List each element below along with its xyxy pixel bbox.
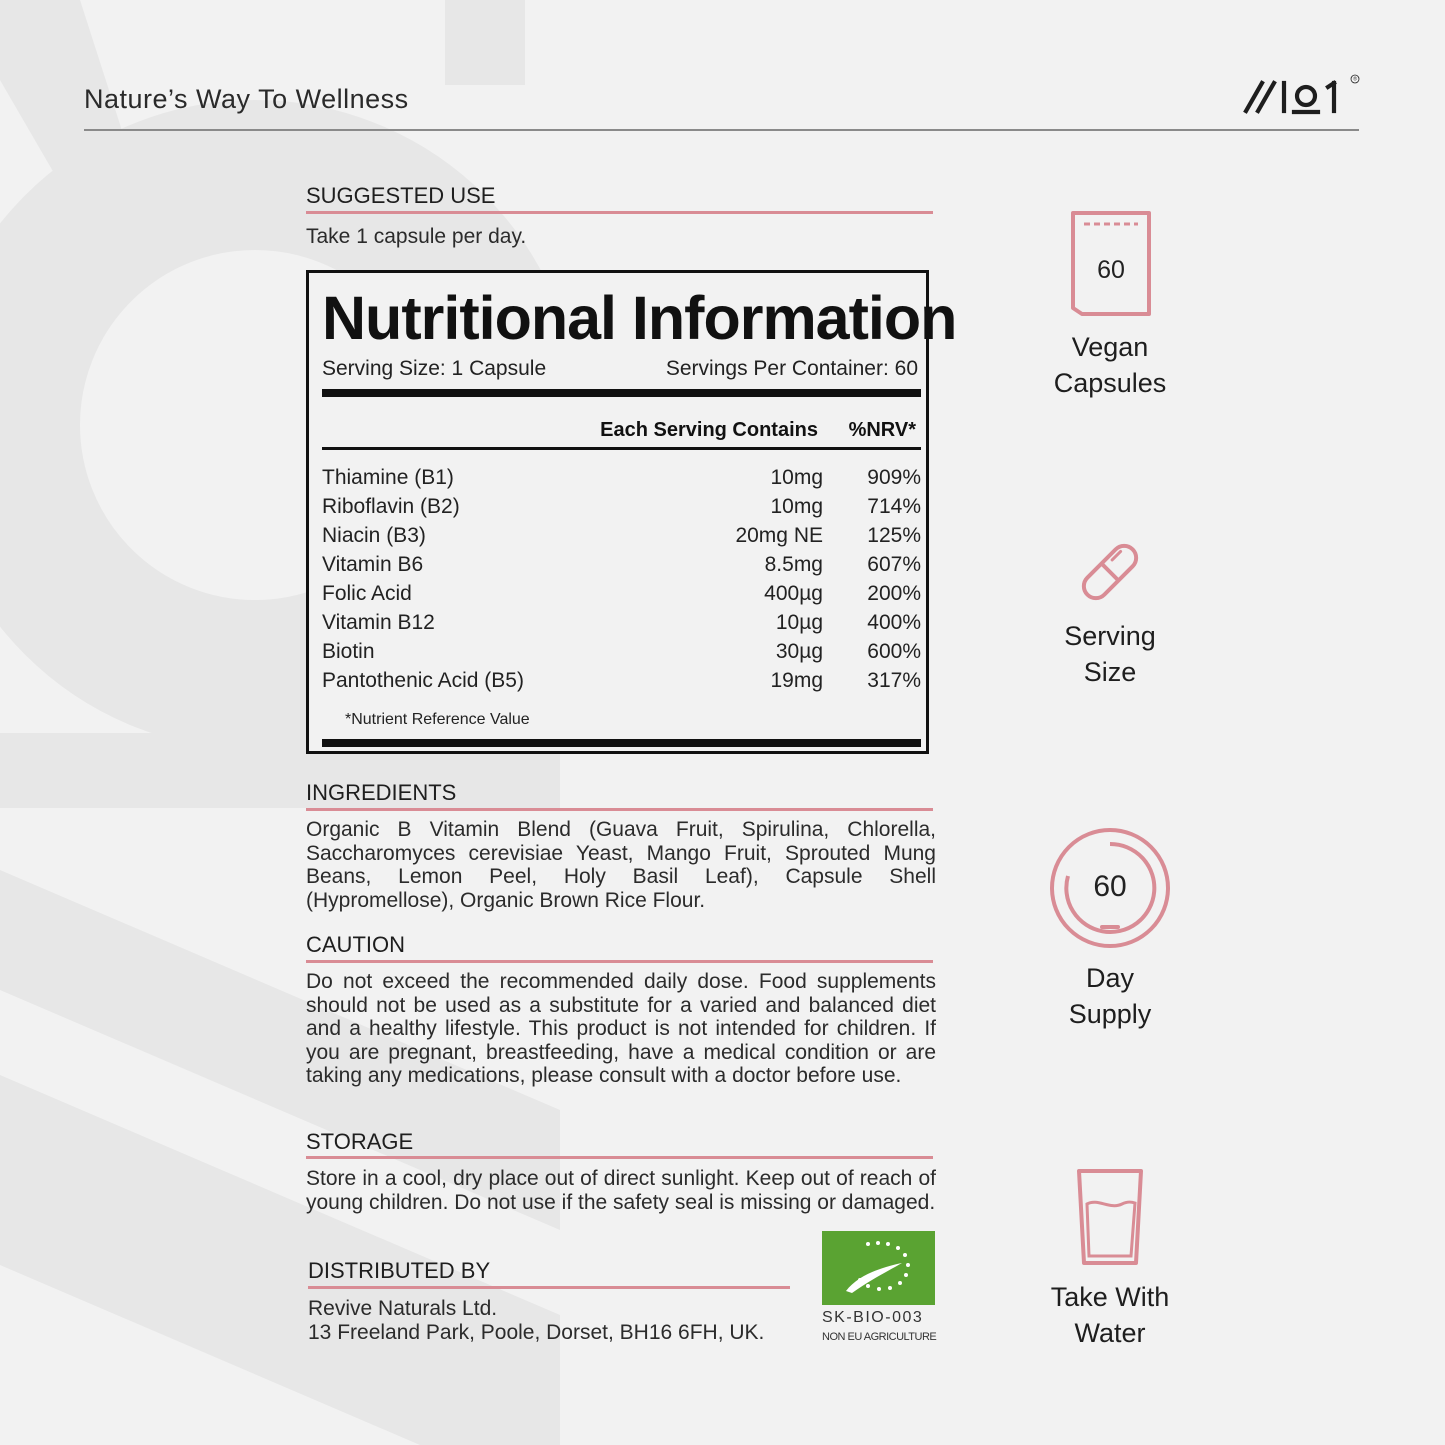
nutrient-row	[322, 582, 921, 611]
nutrient-name: Riboflavin (B2)	[322, 495, 460, 518]
nutrient-row	[322, 640, 921, 669]
nutrient-amount: 10mg	[770, 495, 823, 518]
tagline: Nature’s Way To Wellness	[84, 84, 409, 114]
nutrient-nrv: 200%	[867, 582, 921, 605]
nutrient-name: Thiamine (B1)	[322, 466, 454, 489]
nutrient-row	[322, 669, 921, 698]
storage-rule	[306, 1156, 933, 1159]
ingredients-title: INGREDIENTS	[306, 780, 457, 805]
nutrient-nrv: 607%	[867, 553, 921, 576]
storage-title: STORAGE	[306, 1129, 414, 1154]
suggested-use-title: SUGGESTED USE	[306, 183, 496, 208]
nutrient-name: Vitamin B12	[322, 611, 435, 634]
thick-divider	[322, 389, 921, 397]
pouch-count: 60	[1097, 256, 1125, 284]
nutrient-nrv: 317%	[867, 669, 921, 692]
eu-organic-code: SK-BIO-003	[822, 1309, 924, 1326]
distributed-title: DISTRIBUTED BY	[308, 1258, 491, 1283]
feature-vegan-line1: Vegan	[1071, 332, 1149, 362]
nutrient-amount: 400µg	[764, 582, 823, 605]
caution-title: CAUTION	[306, 932, 405, 957]
header-divider-line	[322, 447, 921, 450]
caution-rule	[306, 960, 933, 963]
nutrition-title: Nutritional Information	[322, 284, 957, 352]
feature-serving-line2: Size	[1083, 657, 1137, 687]
caution-text: Do not exceed the recommended daily dose. Food supplements should not be used as a substitute for a varied and balanced diet and a healthy lifestyle. This product is not intended for children. If you are pregnant, breastfeeding, have a medical condition or are taking any medications, please consult with a doctor before use.	[306, 970, 936, 1087]
nutrient-row	[322, 495, 921, 524]
column-header-nrv: %NRV*	[848, 419, 916, 441]
nutrient-row	[322, 524, 921, 553]
storage-text: Store in a cool, dry place out of direct sunlight. Keep out of reach of young children. Do not use if the safety seal is missing or damaged.	[306, 1167, 936, 1214]
column-header-contains: Each Serving Contains	[600, 419, 818, 441]
feature-vegan-line2: Capsules	[1053, 368, 1167, 398]
feature-water-line2: Water	[1074, 1318, 1146, 1348]
nutrient-name: Folic Acid	[322, 582, 412, 605]
bottom-thick-divider	[322, 739, 921, 747]
nutrient-row	[322, 466, 921, 495]
brand-logo	[1240, 72, 1362, 122]
ingredients-text: Organic B Vitamin Blend (Guava Fruit, Spirulina, Chlorella, Saccharomyces cerevisiae Yeast, Mango Fruit, Sprouted Mung Beans, Lemon Peel, Holy Basil Leaf), Capsule Shell (Hypromellose), Organic Brown Rice Flour.	[306, 818, 936, 912]
suggested-use-rule	[306, 211, 933, 214]
distributor-address: 13 Freeland Park, Poole, Dorset, BH16 6FH, UK.	[308, 1321, 765, 1344]
nutrition-panel	[306, 270, 957, 754]
capsule-icon	[1072, 536, 1148, 608]
nrv-footnote: *Nutrient Reference Value	[345, 711, 530, 728]
eu-organic-note: NON EU AGRICULTURE	[822, 1331, 937, 1343]
nutrient-name: Niacin (B3)	[322, 524, 426, 547]
nutrient-name: Pantothenic Acid (B5)	[322, 669, 524, 692]
eu-organic-leaf-icon	[822, 1231, 935, 1305]
nutrient-amount: 8.5mg	[764, 553, 823, 576]
ingredients-rule	[306, 808, 933, 811]
registered-mark: ®	[1353, 76, 1357, 83]
feature-day-line1: Day	[1085, 963, 1134, 993]
nutrient-name: Biotin	[322, 640, 375, 663]
nutrient-amount: 20mg NE	[735, 524, 823, 547]
header-divider	[84, 129, 1359, 131]
serving-size: Serving Size: 1 Capsule	[322, 357, 547, 380]
nutrient-amount: 10µg	[775, 611, 823, 634]
timer-count: 60	[1093, 870, 1127, 903]
nutrient-amount: 30µg	[775, 640, 823, 663]
nutrient-nrv: 909%	[867, 466, 921, 489]
distributed-rule	[308, 1286, 790, 1289]
glass-icon	[1076, 1168, 1144, 1266]
nutrient-nrv: 714%	[867, 495, 921, 518]
nutrient-amount: 19mg	[770, 669, 823, 692]
nutrient-name: Vitamin B6	[322, 553, 424, 576]
nutrient-nrv: 125%	[867, 524, 921, 547]
nutrient-nrv: 400%	[867, 611, 921, 634]
feature-water-line1: Take With	[1050, 1282, 1170, 1312]
feature-day-line2: Supply	[1068, 999, 1152, 1029]
nutrient-row	[322, 611, 921, 640]
suggested-use-text: Take 1 capsule per day.	[306, 225, 527, 248]
distributor-name: Revive Naturals Ltd.	[308, 1297, 498, 1320]
feature-serving-line1: Serving	[1064, 621, 1156, 651]
nutrient-amount: 10mg	[770, 466, 823, 489]
servings-per-container: Servings Per Container: 60	[665, 357, 918, 380]
nutrient-row	[322, 553, 921, 582]
nutrient-nrv: 600%	[867, 640, 921, 663]
